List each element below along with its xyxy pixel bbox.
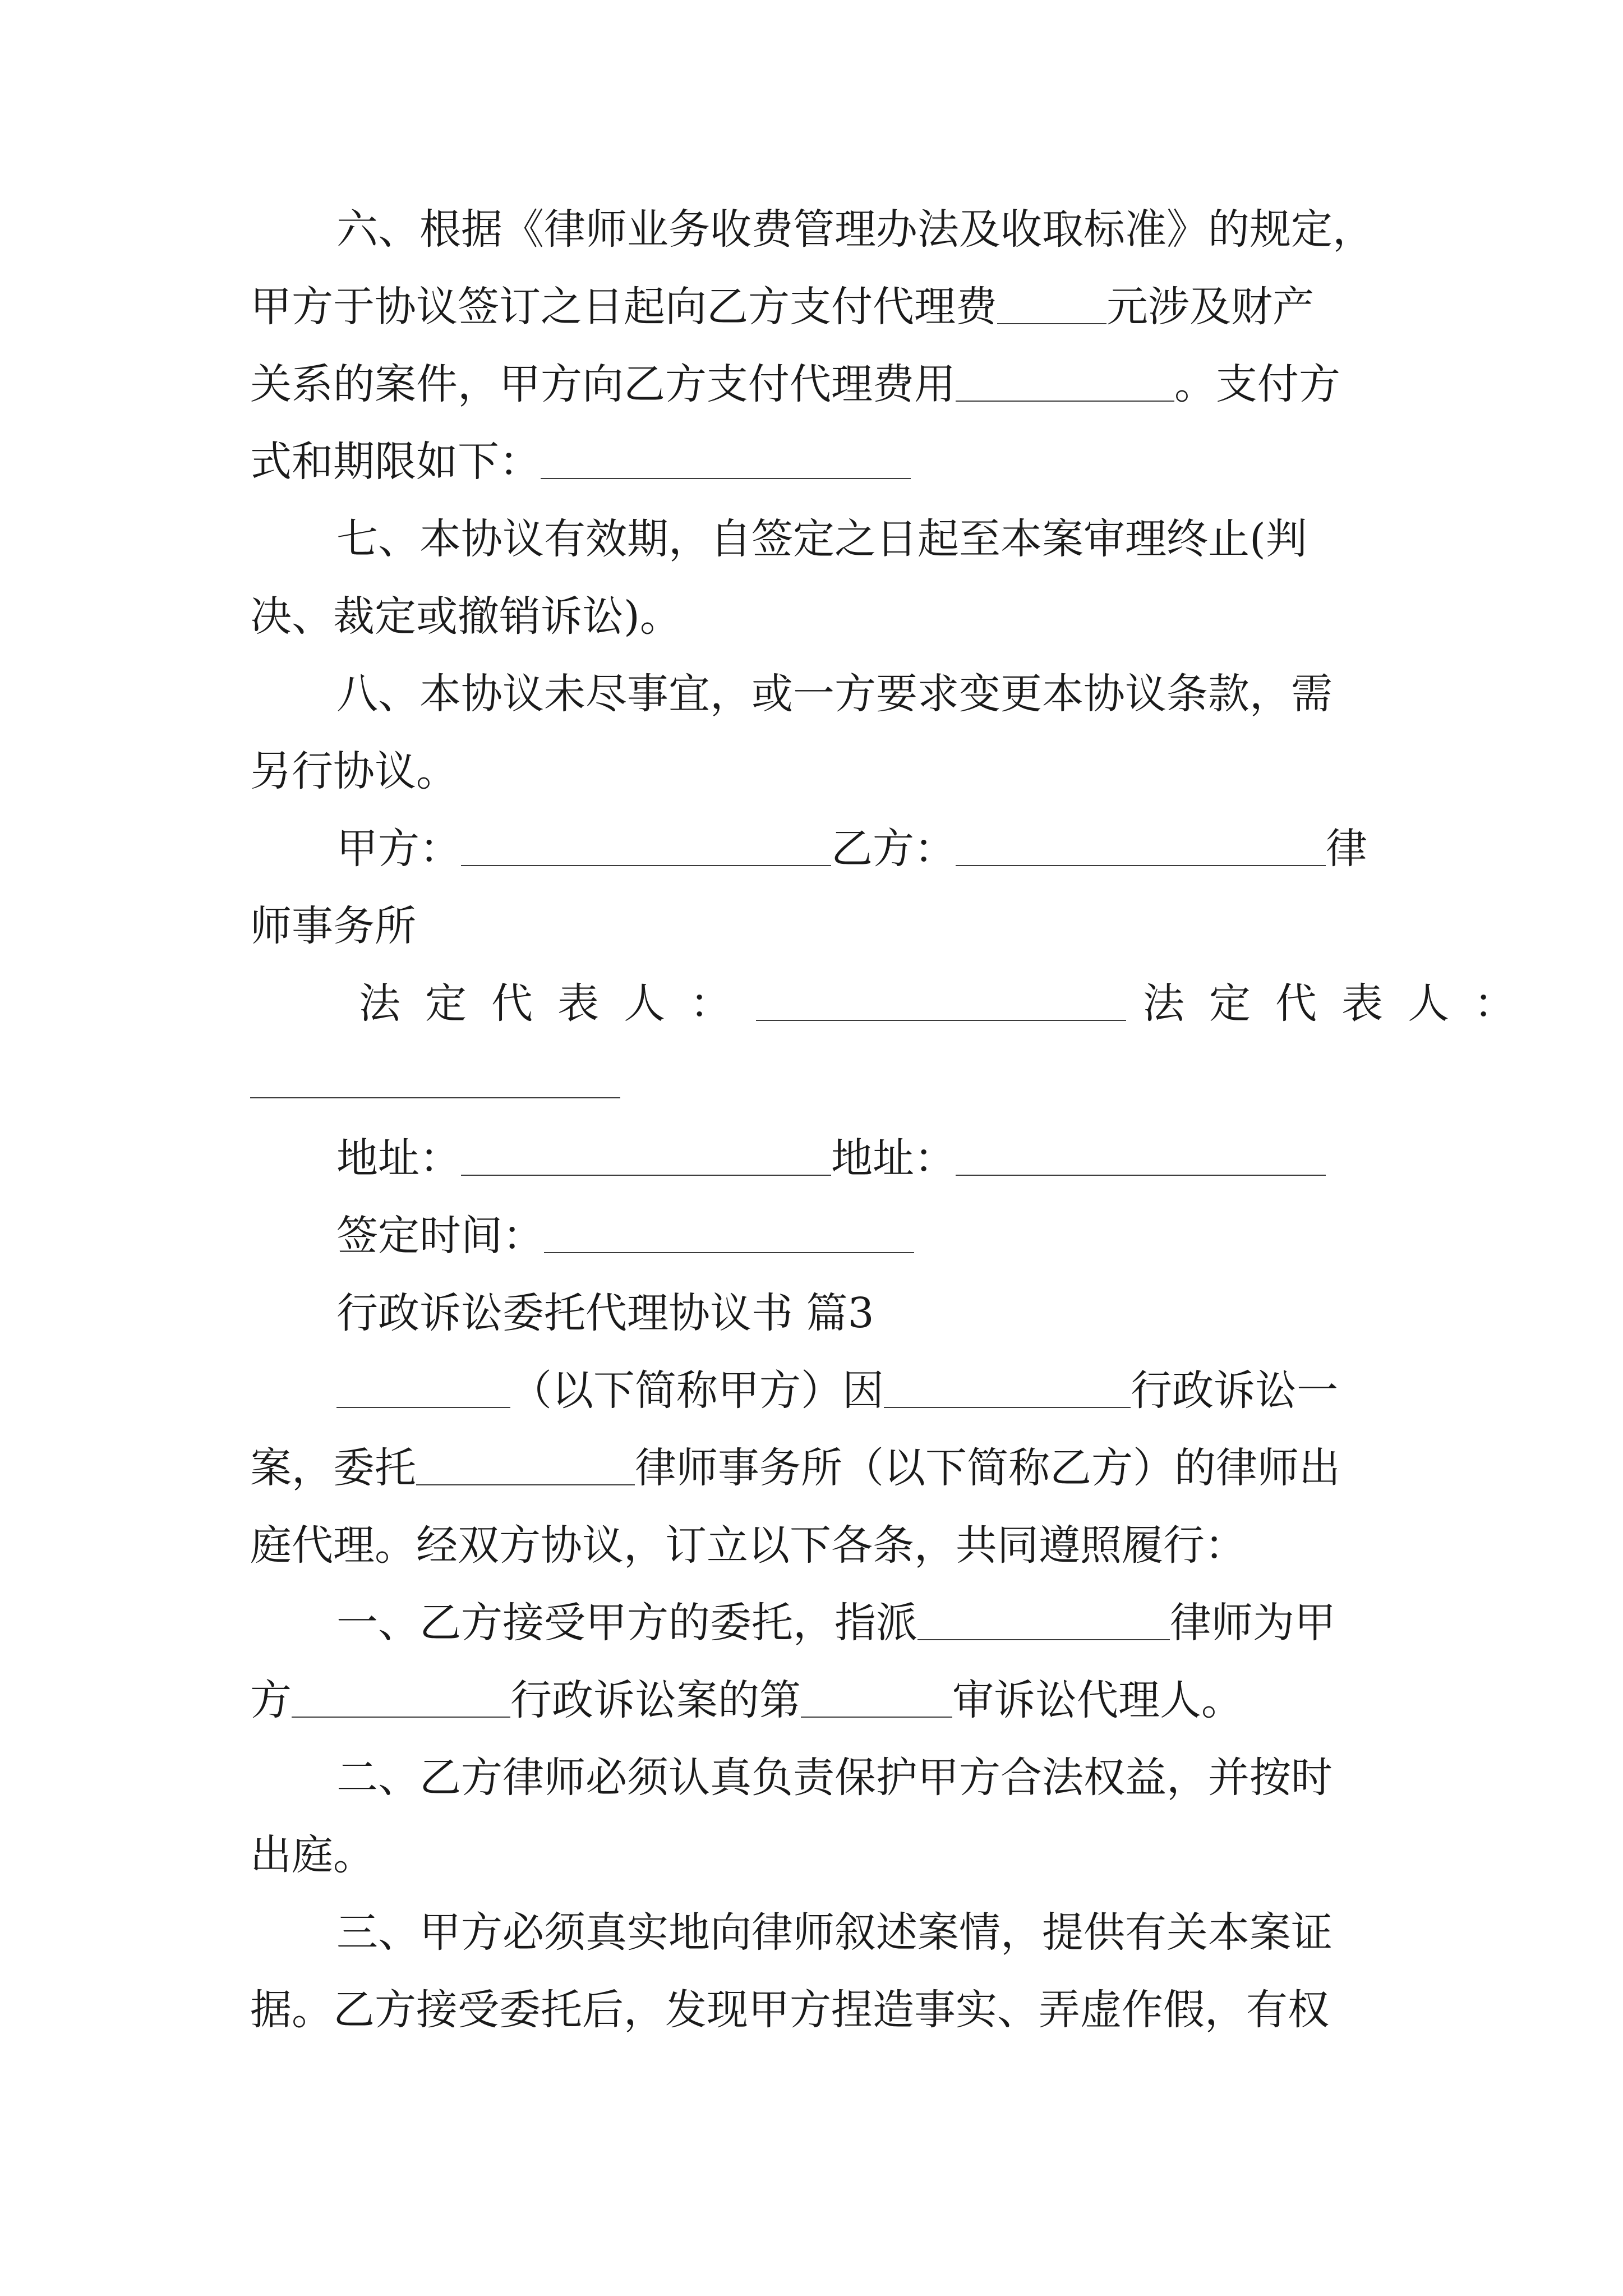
party-b-blank[interactable] (956, 865, 1326, 866)
clause-6-line-1: 六、根据《律师业务收费管理办法及收取标准》的规定， (336, 205, 1374, 254)
intro-line-1: （以下简称甲方）因 行政诉讼一 (336, 1370, 1338, 1411)
clause-8-line-2: 另行协议。 (250, 747, 458, 795)
address-b-blank[interactable] (956, 1175, 1326, 1176)
payment-terms-blank[interactable] (541, 478, 911, 479)
clause-1-line-2: 方 行政诉讼案的第 审诉讼代理人。 (250, 1676, 1243, 1724)
signature-line: 甲方： 乙方： 律 (336, 825, 1367, 873)
intro-line-2: 案，委托 律师事务所（以下简称乙方）的律师出 (250, 1444, 1340, 1492)
signature-line-2: 师事务所 (250, 902, 416, 950)
legal-rep-line: 法定代表人： 法定代表人： (359, 979, 1540, 1028)
clause-6-line-2: 甲方于协议签订之日起向乙方支付代理费 元涉及财产 (250, 283, 1314, 331)
section-title: 行政诉讼委托代理协议书 篇3 (336, 1289, 874, 1337)
clause-8-line-1: 八、本协议未尽事宜，或一方要求变更本协议条款，需 (336, 670, 1332, 718)
client-name-blank[interactable] (336, 1407, 510, 1408)
clause-2-line-1: 二、乙方律师必须认真负责保护甲方合法权益，并按时 (336, 1754, 1332, 1802)
legal-rep-b-blank[interactable] (250, 1097, 620, 1098)
sign-time-blank[interactable] (544, 1252, 914, 1253)
clause-6-line-4: 式和期限如下： (250, 441, 911, 482)
legal-rep-line-2 (250, 1060, 620, 1102)
case-name-blank[interactable] (884, 1407, 1131, 1408)
law-firm-blank[interactable] (416, 1484, 635, 1485)
legal-rep-a-blank[interactable] (756, 1020, 1126, 1021)
fee-blank[interactable] (997, 323, 1106, 324)
property-fee-blank[interactable] (956, 401, 1174, 402)
intro-line-3: 庭代理。经双方协议，订立以下各条，共同遵照履行： (250, 1521, 1246, 1570)
clause-6-line-3: 关系的案件，甲方向乙方支付代理费用 。支付方 (250, 360, 1340, 408)
clause-3-line-1: 三、甲方必须真实地向律师叙述案情，提供有关本案证 (336, 1908, 1332, 1957)
sign-time-line: 签定时间： (336, 1215, 914, 1257)
case-blank[interactable] (292, 1717, 510, 1718)
address-a-blank[interactable] (461, 1175, 831, 1176)
address-line: 地址： 地址： (336, 1138, 1326, 1179)
instance-blank[interactable] (801, 1717, 952, 1718)
clause-2-line-2: 出庭。 (250, 1831, 375, 1879)
clause-7-line-1: 七、本协议有效期，自签定之日起至本案审理终止(判 (336, 515, 1307, 563)
lawyer-name-blank[interactable] (917, 1639, 1170, 1640)
clause-1-line-1: 一、乙方接受甲方的委托，指派 律师为甲 (336, 1599, 1336, 1647)
clause-7-line-2: 决、裁定或撤销诉讼)。 (250, 592, 681, 641)
clause-3-line-2: 据。乙方接受委托后，发现甲方捏造事实、弄虚作假，有权 (250, 1986, 1329, 2034)
party-a-blank[interactable] (461, 865, 831, 866)
